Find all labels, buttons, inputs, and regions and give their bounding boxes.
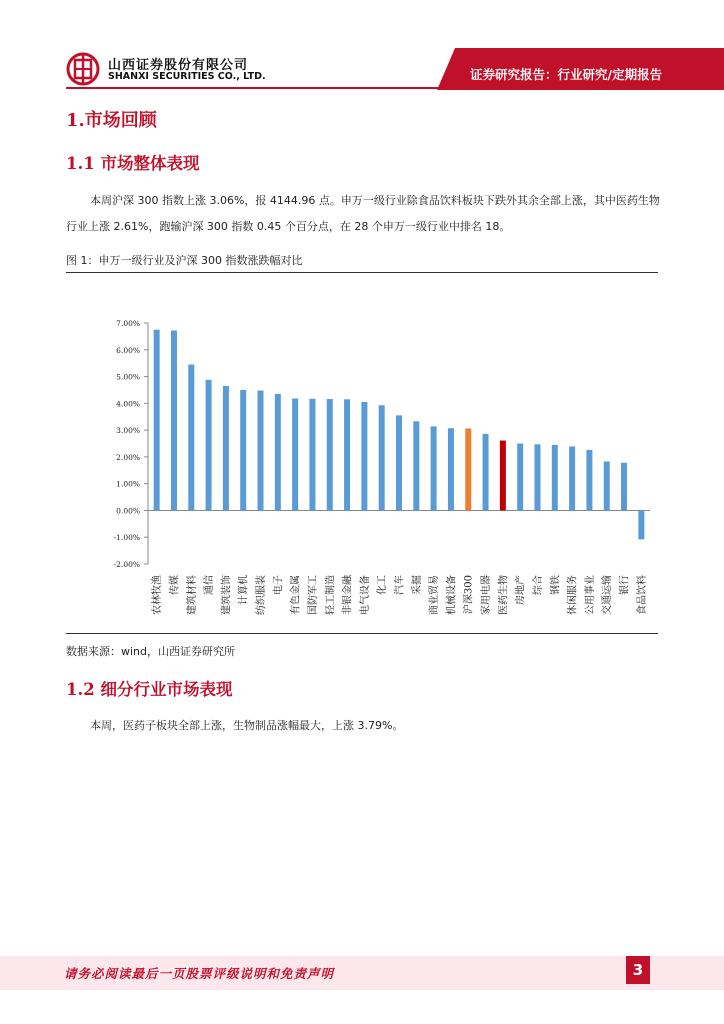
bar-26 xyxy=(604,461,610,510)
category-label: 国防军工 xyxy=(307,575,319,615)
category-label: 交通运输 xyxy=(602,575,614,615)
bar-7 xyxy=(275,394,281,510)
y-tick-label: 7.00% xyxy=(116,319,140,328)
y-tick-label: 1.00% xyxy=(116,479,140,489)
y-tick-label: 3.00% xyxy=(116,426,140,436)
bar-27 xyxy=(621,463,627,511)
report-type-tag: 证券研究报告：行业研究/定期报告 xyxy=(470,67,663,82)
bar-18 xyxy=(465,429,471,511)
sub-industry-paragraph: 本周，医药子板块全部上涨，生物制品涨幅最大，上涨 3.79%。 xyxy=(90,719,404,732)
category-label: 房地产 xyxy=(515,575,527,605)
category-label: 休闲服务 xyxy=(567,575,579,615)
y-tick-label: 6.00% xyxy=(116,345,140,355)
category-label: 公用事业 xyxy=(584,575,596,615)
bar-28 xyxy=(638,510,644,539)
category-label: 医药生物 xyxy=(498,575,510,615)
bar-22 xyxy=(534,444,540,510)
industry-return-bar-chart xyxy=(66,273,658,633)
category-label: 非银金融 xyxy=(342,575,354,615)
category-label: 计算机 xyxy=(238,575,250,605)
category-label: 沪深300 xyxy=(463,575,475,615)
category-label: 采掘 xyxy=(411,575,423,595)
bar-4 xyxy=(223,386,229,511)
category-label: 有色金属 xyxy=(290,575,302,615)
y-tick-label: 4.00% xyxy=(116,399,140,409)
figure-bottom-rule xyxy=(66,633,658,634)
figure-caption: 图 1：申万一级行业及沪深 300 指数涨跌幅对比 xyxy=(66,254,303,267)
category-label: 纺织服装 xyxy=(256,575,268,615)
category-label: 钢铁 xyxy=(550,575,562,595)
category-label: 银行 xyxy=(619,575,631,595)
bar-3 xyxy=(206,380,212,511)
category-label: 建筑材料 xyxy=(186,575,198,615)
category-label: 家用电器 xyxy=(481,575,493,615)
bar-0 xyxy=(154,330,160,511)
category-label: 电气设备 xyxy=(359,575,371,615)
category-label: 传媒 xyxy=(169,575,181,595)
figure-source: 数据来源：wind，山西证券研究所 xyxy=(66,645,236,658)
bar-2 xyxy=(188,365,194,511)
bar-19 xyxy=(483,434,489,511)
category-label: 通信 xyxy=(204,575,216,595)
bar-10 xyxy=(327,399,333,510)
section-title-overall-performance: 1.1 市场整体表现 xyxy=(66,154,200,173)
category-label: 综合 xyxy=(532,575,544,595)
y-tick-label: -2.00% xyxy=(113,560,140,569)
bar-12 xyxy=(361,402,367,510)
bar-15 xyxy=(413,421,419,510)
page-number: 3 xyxy=(626,956,650,984)
company-logo-icon xyxy=(66,52,100,86)
bar-24 xyxy=(569,446,575,510)
bar-6 xyxy=(258,390,264,510)
bar-11 xyxy=(344,399,350,510)
category-label: 机械设备 xyxy=(446,575,458,615)
footer-disclaimer: 请务必阅读最后一页股票评级说明和免责声明 xyxy=(64,966,335,981)
y-tick-label: 5.00% xyxy=(116,372,140,382)
category-label: 电子 xyxy=(273,575,285,595)
category-label: 商业贸易 xyxy=(429,575,441,615)
company-name-en: SHANXI SECURITIES CO., LTD. xyxy=(108,71,266,82)
y-tick-label: 0.00% xyxy=(116,506,140,516)
overall-performance-paragraph: 本周沪深 300 指数上涨 3.06%，报 4144.96 点。申万一级行业除食品饮料板块下跌外其余全部上涨，其中医药生物行业上涨 2.61%，跑输沪深 300 指数 0.45 个百分点，在 28 个申万一级行业中排名 18。 xyxy=(66,194,660,233)
bar-21 xyxy=(517,444,523,511)
bar-20 xyxy=(500,441,506,511)
bar-8 xyxy=(292,399,298,511)
bar-5 xyxy=(240,390,246,511)
bar-23 xyxy=(552,445,558,511)
section-title-market-review: 1.市场回顾 xyxy=(66,110,157,131)
bar-17 xyxy=(448,428,454,510)
bar-1 xyxy=(171,330,177,510)
category-label: 化工 xyxy=(377,575,389,595)
category-label: 食品饮料 xyxy=(636,575,648,615)
category-label: 轻工制造 xyxy=(325,575,337,615)
bar-16 xyxy=(431,426,437,510)
bar-14 xyxy=(396,415,402,510)
y-tick-label: -1.00% xyxy=(113,533,140,543)
section-title-sub-industry: 1.2 细分行业市场表现 xyxy=(66,680,233,699)
y-tick-label: 2.00% xyxy=(116,452,140,462)
category-label: 农林牧渔 xyxy=(152,575,164,615)
bar-13 xyxy=(379,405,385,510)
bar-9 xyxy=(309,399,315,511)
category-label: 建筑装饰 xyxy=(221,575,233,615)
bar-25 xyxy=(586,450,592,511)
company-name-cn: 山西证券股份有限公司 xyxy=(108,58,249,73)
category-label: 汽车 xyxy=(394,575,406,595)
